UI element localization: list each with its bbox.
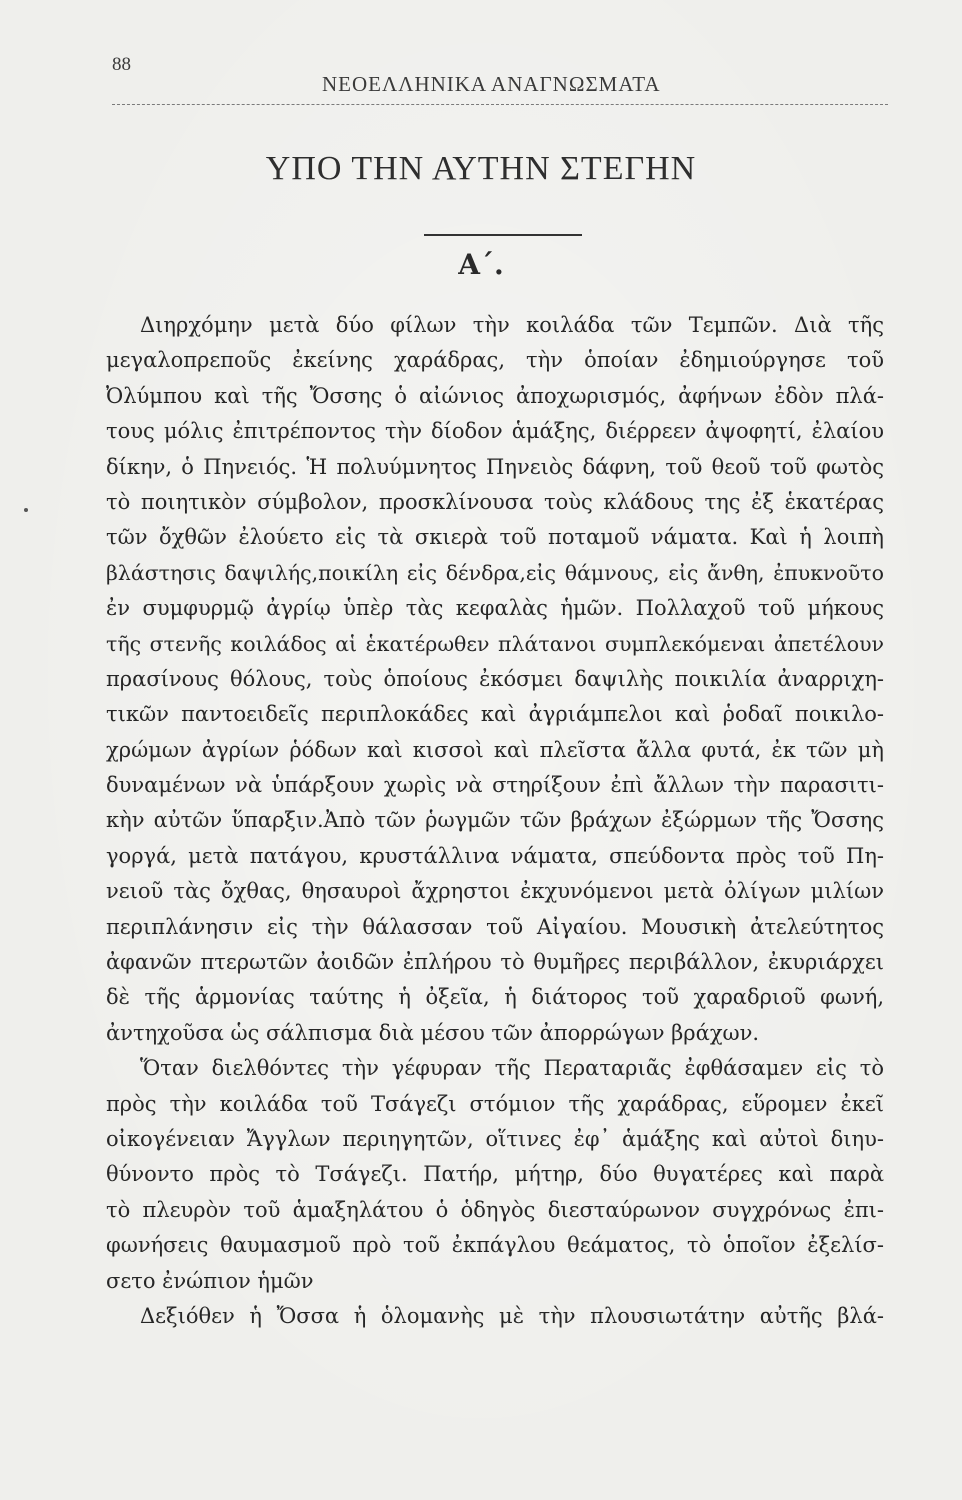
- text-line: τῶν ὄχθῶν ἐλούετο εἰς τὰ σκιερὰ τοῦ ποταμοῦ νάματα. Καὶ ἡ λοιπὴ: [106, 525, 884, 550]
- header-divider: [112, 104, 888, 105]
- text-line: τὸ ποιητικὸν σύμβολον, προσκλίνουσα τοὺς κλάδους της ἐξ ἑκατέρας: [106, 489, 884, 514]
- text-line: ἐν συμφυρμῷ ἀγρίῳ ὑπὲρ τὰς κεφαλὰς ἡμῶν. Πολλαχοῦ τοῦ μήκους: [106, 596, 884, 621]
- text-line: περιπλάνησιν εἰς τὴν θάλασσαν τοῦ Αἰγαίου. Μουσικὴ ἀτελεύτητος: [106, 914, 884, 939]
- text-line: νειοῦ τὰς ὄχθας, θησαυροὶ ἄχρηστοι ἐκχυνόμενοι μετὰ ὀλίγων μιλίων: [106, 879, 884, 904]
- page-header: [112, 50, 892, 106]
- text-line: χρώμων ἀγρίων ῥόδων καὶ κισσοὶ καὶ πλεῖστα ἄλλα φυτά, ἐκ τῶν μὴ: [106, 737, 884, 762]
- text-line: ἀφανῶν πτερωτῶν ἀοιδῶν ἐπλήρου τὸ θυμῆρες περιβάλλον, ἐκυριάρχει: [106, 950, 884, 975]
- text-line: φωνήσεις θαυμασμοῦ πρὸ τοῦ ἐκπάγλου θεάματος, τὸ ὁποῖον ἐξελίσ-: [106, 1233, 884, 1258]
- margin-mark: [24, 508, 28, 512]
- text-line: πρασίνους θόλους, τοὺς ὁποίους ἐκόσμει δαψιλὴς ποικιλία ἀναρριχη-: [106, 666, 884, 691]
- body-text: [106, 308, 884, 1334]
- text-line: θύνοντο πρὸς τὸ Τσάγεζι. Πατήρ, μήτηρ, δύο θυγατέρες καὶ παρὰ: [106, 1162, 884, 1187]
- text-line: πρὸς τὴν κοιλάδα τοῦ Τσάγεζι στόμιον τῆς χαράδρας, εὕρομεν ἐκεῖ: [106, 1091, 884, 1116]
- text-line: Δεξιόθεν ἡ Ὄσσα ἡ ὁλομανὴς μὲ τὴν πλουσιωτάτην αὐτῆς βλά-: [140, 1303, 884, 1328]
- text-line: τῆς στενῆς κοιλάδος αἱ ἑκατέρωθεν πλάτανοι συμπλεκόμεναι ἀπετέλουν: [106, 631, 884, 656]
- text-line: ἀντηχοῦσα ὡς σάλπισμα διὰ μέσου τῶν ἀπορρώγων βράχων.: [106, 1020, 760, 1045]
- page-number: 88: [112, 54, 131, 75]
- running-title: ΝΕΟΕΛΛΗΝΙΚΑ ΑΝΑΓΝΩΣΜΑΤΑ: [322, 72, 661, 96]
- text-line: τὸ πλευρὸν τοῦ ἁμαξηλάτου ὁ ὁδηγὸς διεσταύρωνον συγχρόνως ἐπι-: [106, 1197, 884, 1222]
- text-line: οἰκογένειαν Ἄγγλων περιηγητῶν, οἵτινες ἐφ᾽ ἁμάξης καὶ αὐτοὶ διηυ-: [106, 1126, 884, 1151]
- text-line: κὴν αὐτῶν ὕπαρξιν.Ἀπὸ τῶν ῥωγμῶν τῶν βράχων ἐξώρμων τῆς Ὄσσης: [106, 808, 884, 833]
- text-line: βλάστησις δαψιλής,ποικίλη εἰς δένδρα,εἰς θάμνους, εἰς ἄνθη, ἐπυκνοῦτο: [106, 560, 884, 585]
- text-line: σετο ἐνώπιον ἡμῶν: [106, 1268, 314, 1293]
- text-line: τικῶν παντοειδεῖς περιπλοκάδες καὶ ἀγριάμπελοι καὶ ῥοδαῖ ποικιλο-: [106, 702, 884, 727]
- text-line: δυναμένων νὰ ὑπάρξουν χωρὶς νὰ στηρίξουν ἐπὶ ἄλλων τὴν παρασιτι-: [106, 773, 884, 798]
- chapter-title: ΥΠΟ ΤΗΝ ΑΥΤΗΝ ΣΤΕΓΗΝ: [265, 150, 697, 187]
- section-number: Α΄.: [458, 248, 504, 281]
- text-line: Ὀλύμπου καὶ τῆς Ὄσσης ὁ αἰώνιος ἀποχωρισμός, ἀφήνων ἐδὸν πλά-: [106, 383, 884, 408]
- text-line: Διηρχόμην μετὰ δύο φίλων τὴν κοιλάδα τῶν Τεμπῶν. Διὰ τῆς: [140, 313, 884, 337]
- text-line: τους μόλις ἐπιτρέποντος τὴν δίοδον ἁμάξης, διέρρεεν ἀψοφητί, ἐλαίου: [106, 419, 884, 444]
- title-divider: [424, 234, 582, 236]
- text-line: γοργά, μετὰ πατάγου, κρυστάλλινα νάματα, σπεύδοντα πρὸς τοῦ Πη-: [106, 843, 884, 868]
- text-line: δίκην, ὁ Πηνειός. Ἡ πολυύμνητος Πηνειὸς δάφνη, τοῦ θεοῦ τοῦ φωτὸς: [106, 454, 884, 479]
- text-line: δὲ τῆς ἁρμονίας ταύτης ἡ ὀξεῖα, ἡ διάτορος τοῦ χαραδριοῦ φωνή,: [106, 985, 884, 1010]
- text-line: μεγαλοπρεποῦς ἐκείνης χαράδρας, τὴν ὁποίαν ἐδημιούργησε τοῦ: [106, 348, 884, 373]
- text-line: Ὅταν διελθόντες τὴν γέφυραν τῆς Περαταριᾶς ἐφθάσαμεν εἰς τὸ: [140, 1056, 884, 1081]
